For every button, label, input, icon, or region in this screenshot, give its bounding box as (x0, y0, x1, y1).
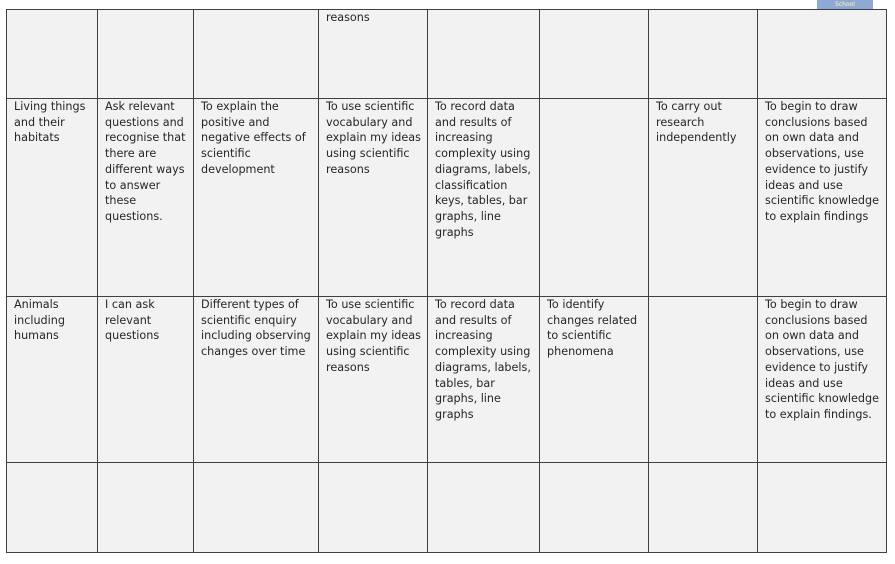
science-curriculum-table (6, 9, 887, 553)
cell-text: To use scientific vocabulary and explain my ideas using scientific reasons (326, 298, 421, 374)
table-cell (540, 463, 649, 553)
table-cell (194, 297, 319, 463)
cell-text: I can ask relevant questions (105, 298, 160, 343)
cell-text: Different types of scientific enquiry including observing changes over time (201, 298, 311, 359)
cell-text: To explain the positive and negative effects of scientific development (201, 100, 306, 176)
table-cell (758, 297, 887, 463)
cell-text: To record data and results of increasing complexity using diagrams, labels, tables, bar graphs, line graphs (435, 298, 531, 421)
table-cell (194, 10, 319, 99)
table-cell (319, 99, 428, 297)
table-row (7, 10, 887, 99)
cell-text: To use scientific vocabulary and explain my ideas using scientific reasons (326, 100, 421, 176)
table-cell (319, 463, 428, 553)
table-cell (758, 463, 887, 553)
table-cell (428, 99, 540, 297)
cell-text: To identify changes related to scientific phenomena (547, 298, 638, 359)
table-cell (540, 10, 649, 99)
table-cell (758, 99, 887, 297)
table-cell (540, 297, 649, 463)
table-cell (194, 99, 319, 297)
cell-text: To begin to draw conclusions based on own data and observations, use evidence to justify ideas and use scientific knowledge to explain findings. (765, 298, 879, 421)
table-cell (758, 10, 887, 99)
cell-text: To begin to draw conclusions based on own data and observations, use evidence to justify ideas and use scientific knowledge to explain findings (765, 100, 879, 223)
table-cell (649, 463, 758, 553)
school-logo: School (817, 0, 873, 10)
table-cell (7, 297, 98, 463)
table-row (7, 99, 887, 297)
table-cell (428, 297, 540, 463)
cell-text: Animals including humans (14, 298, 65, 343)
table-cell (649, 10, 758, 99)
table-cell (98, 297, 194, 463)
table-cell (98, 463, 194, 553)
table-cell (194, 463, 319, 553)
cell-text: Ask relevant questions and recognise that there are different ways to answer these questions. (105, 100, 186, 223)
table-cell (7, 10, 98, 99)
table-cell (649, 297, 758, 463)
table-row (7, 463, 887, 553)
table-row (7, 297, 887, 463)
table-cell (540, 99, 649, 297)
cell-text: reasons (326, 11, 370, 24)
table-cell (428, 10, 540, 99)
table-cell (428, 463, 540, 553)
table-cell (649, 99, 758, 297)
cell-text: To carry out research independently (656, 100, 737, 145)
table-cell (319, 297, 428, 463)
cell-text: To record data and results of increasing complexity using diagrams, labels, classification keys, tables, bar graphs, line graphs (435, 100, 531, 239)
table-cell (98, 10, 194, 99)
table-cell (319, 10, 428, 99)
table-cell (98, 99, 194, 297)
table-cell (7, 463, 98, 553)
cell-text: Living things and their habitats (14, 100, 86, 145)
table-cell (7, 99, 98, 297)
